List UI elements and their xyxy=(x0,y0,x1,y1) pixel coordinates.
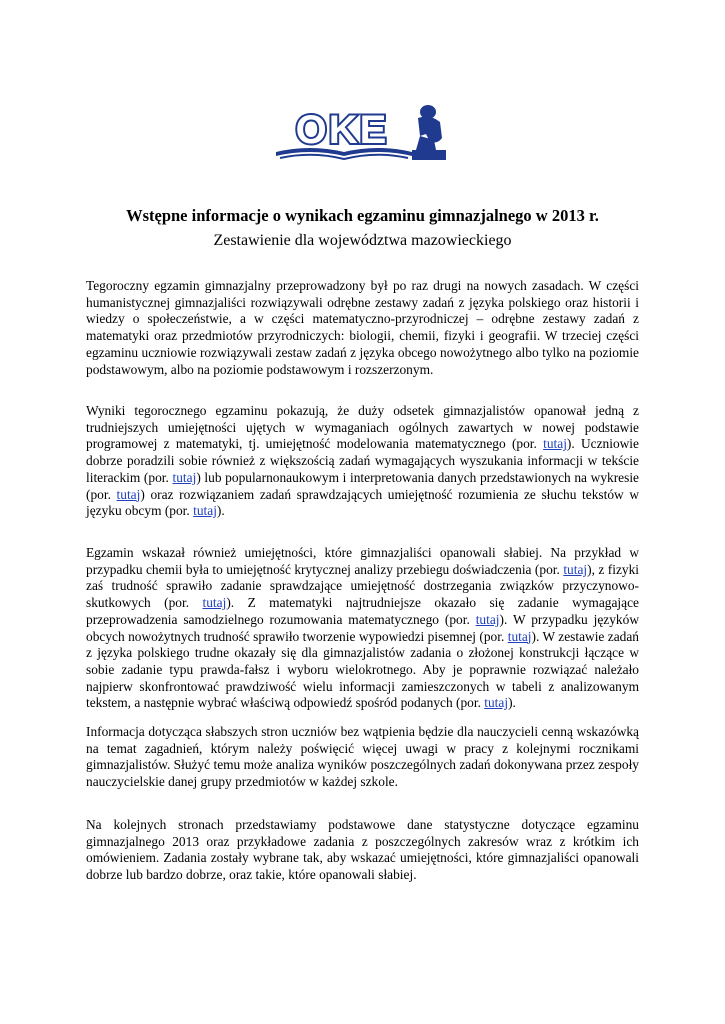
paragraph-intro: Tegoroczny egzamin gimnazjalny przeprowadzony był po raz drugi na nowych zasadach. W części humanistycznej gimnazjaliści rozwiązywali odrębne zestawy zadań z języka polskiego oraz historii i wiedzy o społeczeństwie, a w części matematyczno-przyrodniczej – odrębne zestawy zadań z matematyki oraz przedmiotów przyrodniczych: biologii, chemii, fizyki i geografii. W trzeciej części egzaminu uczniowie rozwiązywali zestaw zadań z języka obcego nowożytnego albo tylko na poziomie podstawowym, albo na poziomie podstawowym i rozszerzonym. xyxy=(86,278,639,377)
oke-logo xyxy=(270,100,454,164)
link-chemia[interactable]: tutaj xyxy=(563,561,588,577)
link-wypowiedz-pisemna[interactable]: tutaj xyxy=(507,628,532,644)
paragraph-strengths: Wyniki tegorocznego egzaminu pokazują, że duży odsetek gimnazjalistów opanował jedną z trudniejszych umiejętności ujętych w wymaganiach ogólnych zawartych w nowej podstawie programowej z matematyki, tj. umiejętność modelowania matematycznego (por. tutaj). Uczniowie dobrze poradzili sobie również z większością zadań wymagających wyszukania informacji w tekście literackim (por. tutaj) lub popularnonaukowym i interpretowania danych przedstawionych na wykresie (por. tutaj) oraz rozwiązaniem zadań sprawdzających umiejętność rozumienia ze słuchu tekstów w języku obcym (por. tutaj). xyxy=(86,403,640,519)
paragraph-teachers: Informacja dotycząca słabszych stron uczniów bez wątpienia będzie dla nauczycieli cenną wskazówką na temat zagadnień, którym należy poświęcić więcej uwagi w pracy z kolejnymi rocznikami gimnazjalistów. Służyć temu może analiza wyników poszczególnych zadań dokonywana przez zespoły nauczycielskie danej grupy przedmiotów w każdej szkole. xyxy=(86,724,639,790)
link-jezyk-polski[interactable]: tutaj xyxy=(484,695,509,711)
link-wykres[interactable]: tutaj xyxy=(116,486,141,502)
link-literacki[interactable]: tutaj xyxy=(172,469,197,485)
document-subtitle: Zestawienie dla województwa mazowieckiego xyxy=(213,232,512,249)
link-fizyka[interactable]: tutaj xyxy=(202,595,227,611)
thinker-statue-icon xyxy=(412,105,446,160)
paragraph-next-pages: Na kolejnych stronach przedstawiamy podstawowe dane statystyczne dotyczące egzaminu gimnazjalnego 2013 oraz przykładowe zadania z poszczególnych zakresów wraz z krótkim ich omówieniem. Zadania zostały wybrane tak, aby wskazać umiejętności, które gimnazjaliści opanowali dobrze lub bardzo dobrze, oraz takie, które opanowali słabiej. xyxy=(86,817,639,883)
logo-text: OKE xyxy=(295,108,389,152)
oke-logo-graphic xyxy=(270,100,454,164)
link-jezyk-obcy[interactable]: tutaj xyxy=(193,503,217,519)
document-title: Wstępne informacje o wynikach egzaminu gimnazjalnego w 2013 r. xyxy=(126,206,599,225)
link-modelowanie[interactable]: tutaj xyxy=(543,436,567,452)
link-matematyka[interactable]: tutaj xyxy=(475,611,500,627)
paragraph-weaknesses: Egzamin wskazał również umiejętności, które gimnazjaliści opanowali słabiej. Na przykład w przypadku chemii była to umiejętność krytycznej analizy przebiegu doświadczenia (por. tutaj), z fizyki zaś trudność sprawiło zadanie sprawdzające umiejętność dostrzegania związków przyczynowo-skutkowych (por. tutaj). Z matematyki najtrudniejsze okazało się zadanie wymagające przeprowadzenia samodzielnego rozumowania matematycznego (por. tutaj). W przypadku języków obcych nowożytnych trudność sprawiło tworzenie wypowiedzi pisemnej (por. tutaj). W zestawie zadań z języka polskiego trudne okazały się dla gimnazjalistów zadania o złożonej konstrukcji łączące w sobie zadanie typu prawda-fałsz i wyboru wielokrotnego. Aby je poprawnie rozwiązać należało najpierw skonfrontować prawdziwość wielu informacji zamieszczonych w tabeli z analizowanym tekstem, a następnie wybrać właściwą odpowiedź spośród podanych (por. tutaj). xyxy=(86,545,640,711)
